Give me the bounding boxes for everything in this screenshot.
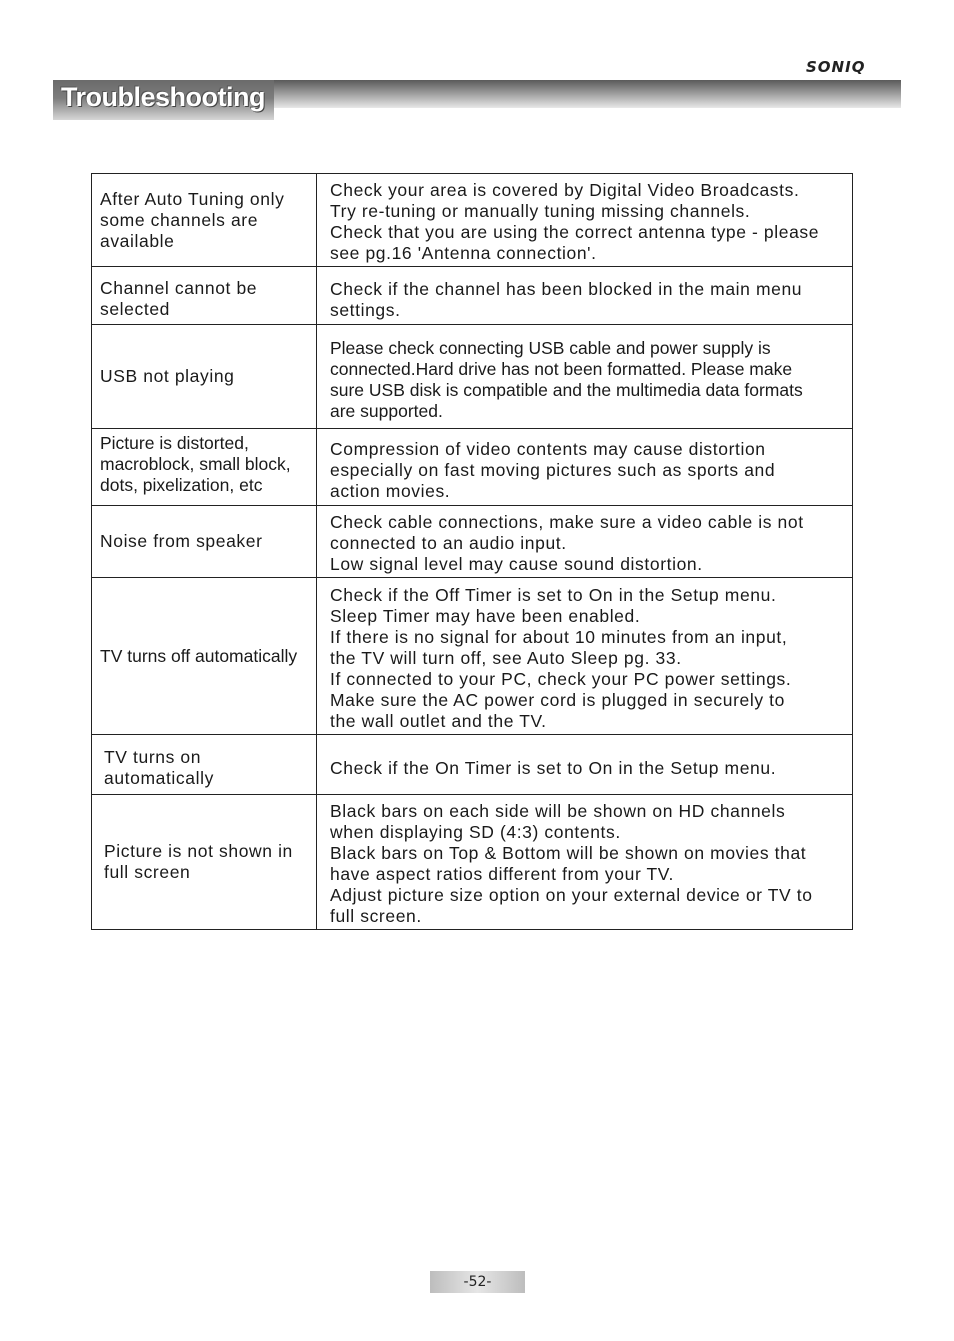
solution-line: are supported. [330,400,443,421]
table-row [92,735,853,795]
problem-cell: Picture is distorted, macroblock, small block, dots, pixelization, etc [92,429,317,506]
table-row [92,267,853,325]
solution-line: the wall outlet and the TV. [330,711,547,731]
solution-cell [317,267,853,325]
solution-line: connected to an audio input. [330,533,567,553]
troubleshooting-table [91,173,853,930]
solution-line: Low signal level may cause sound distortion. [330,554,703,574]
page-number: -52- [430,1271,525,1293]
table-row [92,174,853,267]
table-row [92,578,853,735]
solution-line: Please check connecting USB cable and power supply is [330,337,771,358]
solution-line: settings. [330,300,401,320]
solution-line: Try re-tuning or manually tuning missing channels. [330,200,751,221]
problem-cell: Channel cannot be selected [92,267,317,325]
solution-cell [317,174,853,267]
problem-cell: Noise from speaker [92,506,317,578]
solution-cell [317,506,853,578]
page-title: Troubleshooting [61,82,265,112]
table-row [92,325,853,429]
solution-line: Sleep Timer may have been enabled. [330,606,641,626]
solution-line: Check if the channel has been blocked in the main menu [330,279,803,299]
problem-cell: After Auto Tuning only some channels are available [92,174,317,267]
solution-line: Check if the On Timer is set to On in the Setup menu. [330,758,777,778]
solution-line: Make sure the AC power cord is plugged in securely to [330,690,785,710]
solution-cell [317,429,853,506]
solution-line: connected.Hard drive has not been formatted. Please make [330,358,793,379]
solution-cell [317,795,853,930]
problem-cell: TV turns off automatically [92,578,317,735]
table-row [92,795,853,930]
problem-cell: TV turns on automatically [92,735,317,795]
table-row [92,506,853,578]
solution-cell [317,578,853,735]
solution-line: action movies. [330,480,451,501]
solution-line: Adjust picture size option on your external device or TV to [330,884,813,905]
solution-line: have aspect ratios different from your TV. [330,863,674,884]
problem-cell: USB not playing [92,325,317,429]
solution-line: Check cable connections, make sure a video cable is not [330,512,804,532]
solution-line: the TV will turn off, see Auto Sleep pg. 33. [330,648,682,668]
solution-line: If there is no signal for about 10 minutes from an input, [330,627,788,647]
table-row [92,429,853,506]
solution-line: especially on fast moving pictures such as sports and [330,459,776,480]
solution-line: full screen. [330,905,422,926]
solution-line: Compression of video contents may cause distortion [330,438,766,459]
solution-line: Black bars on Top & Bottom will be shown on movies that [330,842,807,863]
solution-line: sure USB disk is compatible and the multimedia data formats [330,379,803,400]
solution-cell [317,325,853,429]
brand-logo: SONIQ [806,58,866,76]
problem-cell: Picture is not shown in full screen [92,795,317,930]
solution-line: see pg.16 'Antenna connection'. [330,242,597,263]
solution-line: Check your area is covered by Digital Video Broadcasts. [330,179,800,200]
solution-line: Check if the Off Timer is set to On in the Setup menu. [330,585,777,605]
solution-line: Check that you are using the correct antenna type - please [330,221,820,242]
solution-line: when displaying SD (4:3) contents. [330,821,621,842]
solution-cell [317,735,853,795]
solution-line: Black bars on each side will be shown on HD channels [330,800,786,821]
solution-line: If connected to your PC, check your PC power settings. [330,669,792,689]
